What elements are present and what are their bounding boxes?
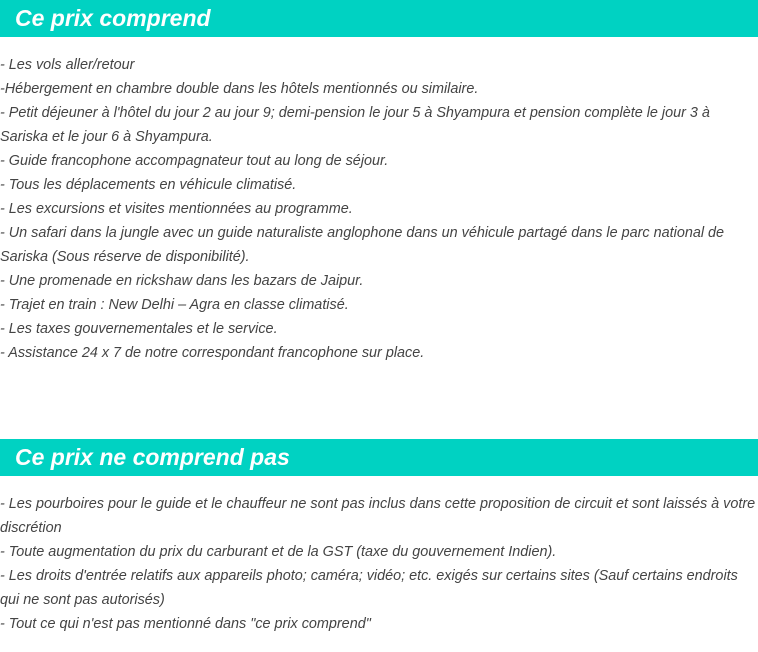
included-item: - Petit déjeuner à l'hôtel du jour 2 au jour 9; demi-pension le jour 5 à Shyampura et pension complète le jour 3 à Sariska et le jour 6 à Shyampura. (0, 105, 710, 145)
included-item: - Guide francophone accompagnateur tout au long de séjour. (0, 153, 389, 169)
included-item: - Trajet en train : New Delhi – Agra en classe climatisé. (0, 297, 349, 313)
excluded-list (0, 492, 758, 636)
excluded-item: - Les droits d'entrée relatifs aux appareils photo; caméra; vidéo; etc. exigés sur certains sites (Sauf certains endroits qui ne sont pas autorisés) (0, 568, 738, 608)
included-item: - Les excursions et visites mentionnées au programme. (0, 201, 353, 217)
included-item: - Un safari dans la jungle avec un guide naturaliste anglophone dans un véhicule partagé dans le parc national de Sariska (Sous réserve de disponibilité). (0, 225, 725, 265)
included-item: - Les vols aller/retour (0, 57, 135, 73)
included-section-title: Ce prix comprend (15, 5, 211, 31)
included-item: - Assistance 24 x 7 de notre correspondant francophone sur place. (0, 345, 425, 361)
excluded-section-header (0, 439, 758, 476)
excluded-item: - Toute augmentation du prix du carburant et de la GST (taxe du gouvernement Indien). (0, 544, 557, 560)
included-section-header (0, 0, 758, 37)
included-list (0, 53, 758, 365)
included-item: - Tous les déplacements en véhicule climatisé. (0, 177, 297, 193)
included-item: - Les taxes gouvernementales et le service. (0, 321, 278, 337)
excluded-item: - Les pourboires pour le guide et le chauffeur ne sont pas inclus dans cette proposition de circuit et sont laissés à votre discrétion (0, 496, 756, 536)
excluded-section-title: Ce prix ne comprend pas (15, 444, 290, 470)
included-item: - Une promenade en rickshaw dans les bazars de Jaipur. (0, 273, 364, 289)
included-item: -Hébergement en chambre double dans les hôtels mentionnés ou similaire. (0, 81, 479, 97)
excluded-item: - Tout ce qui n'est pas mentionné dans "ce prix comprend" (0, 616, 371, 632)
